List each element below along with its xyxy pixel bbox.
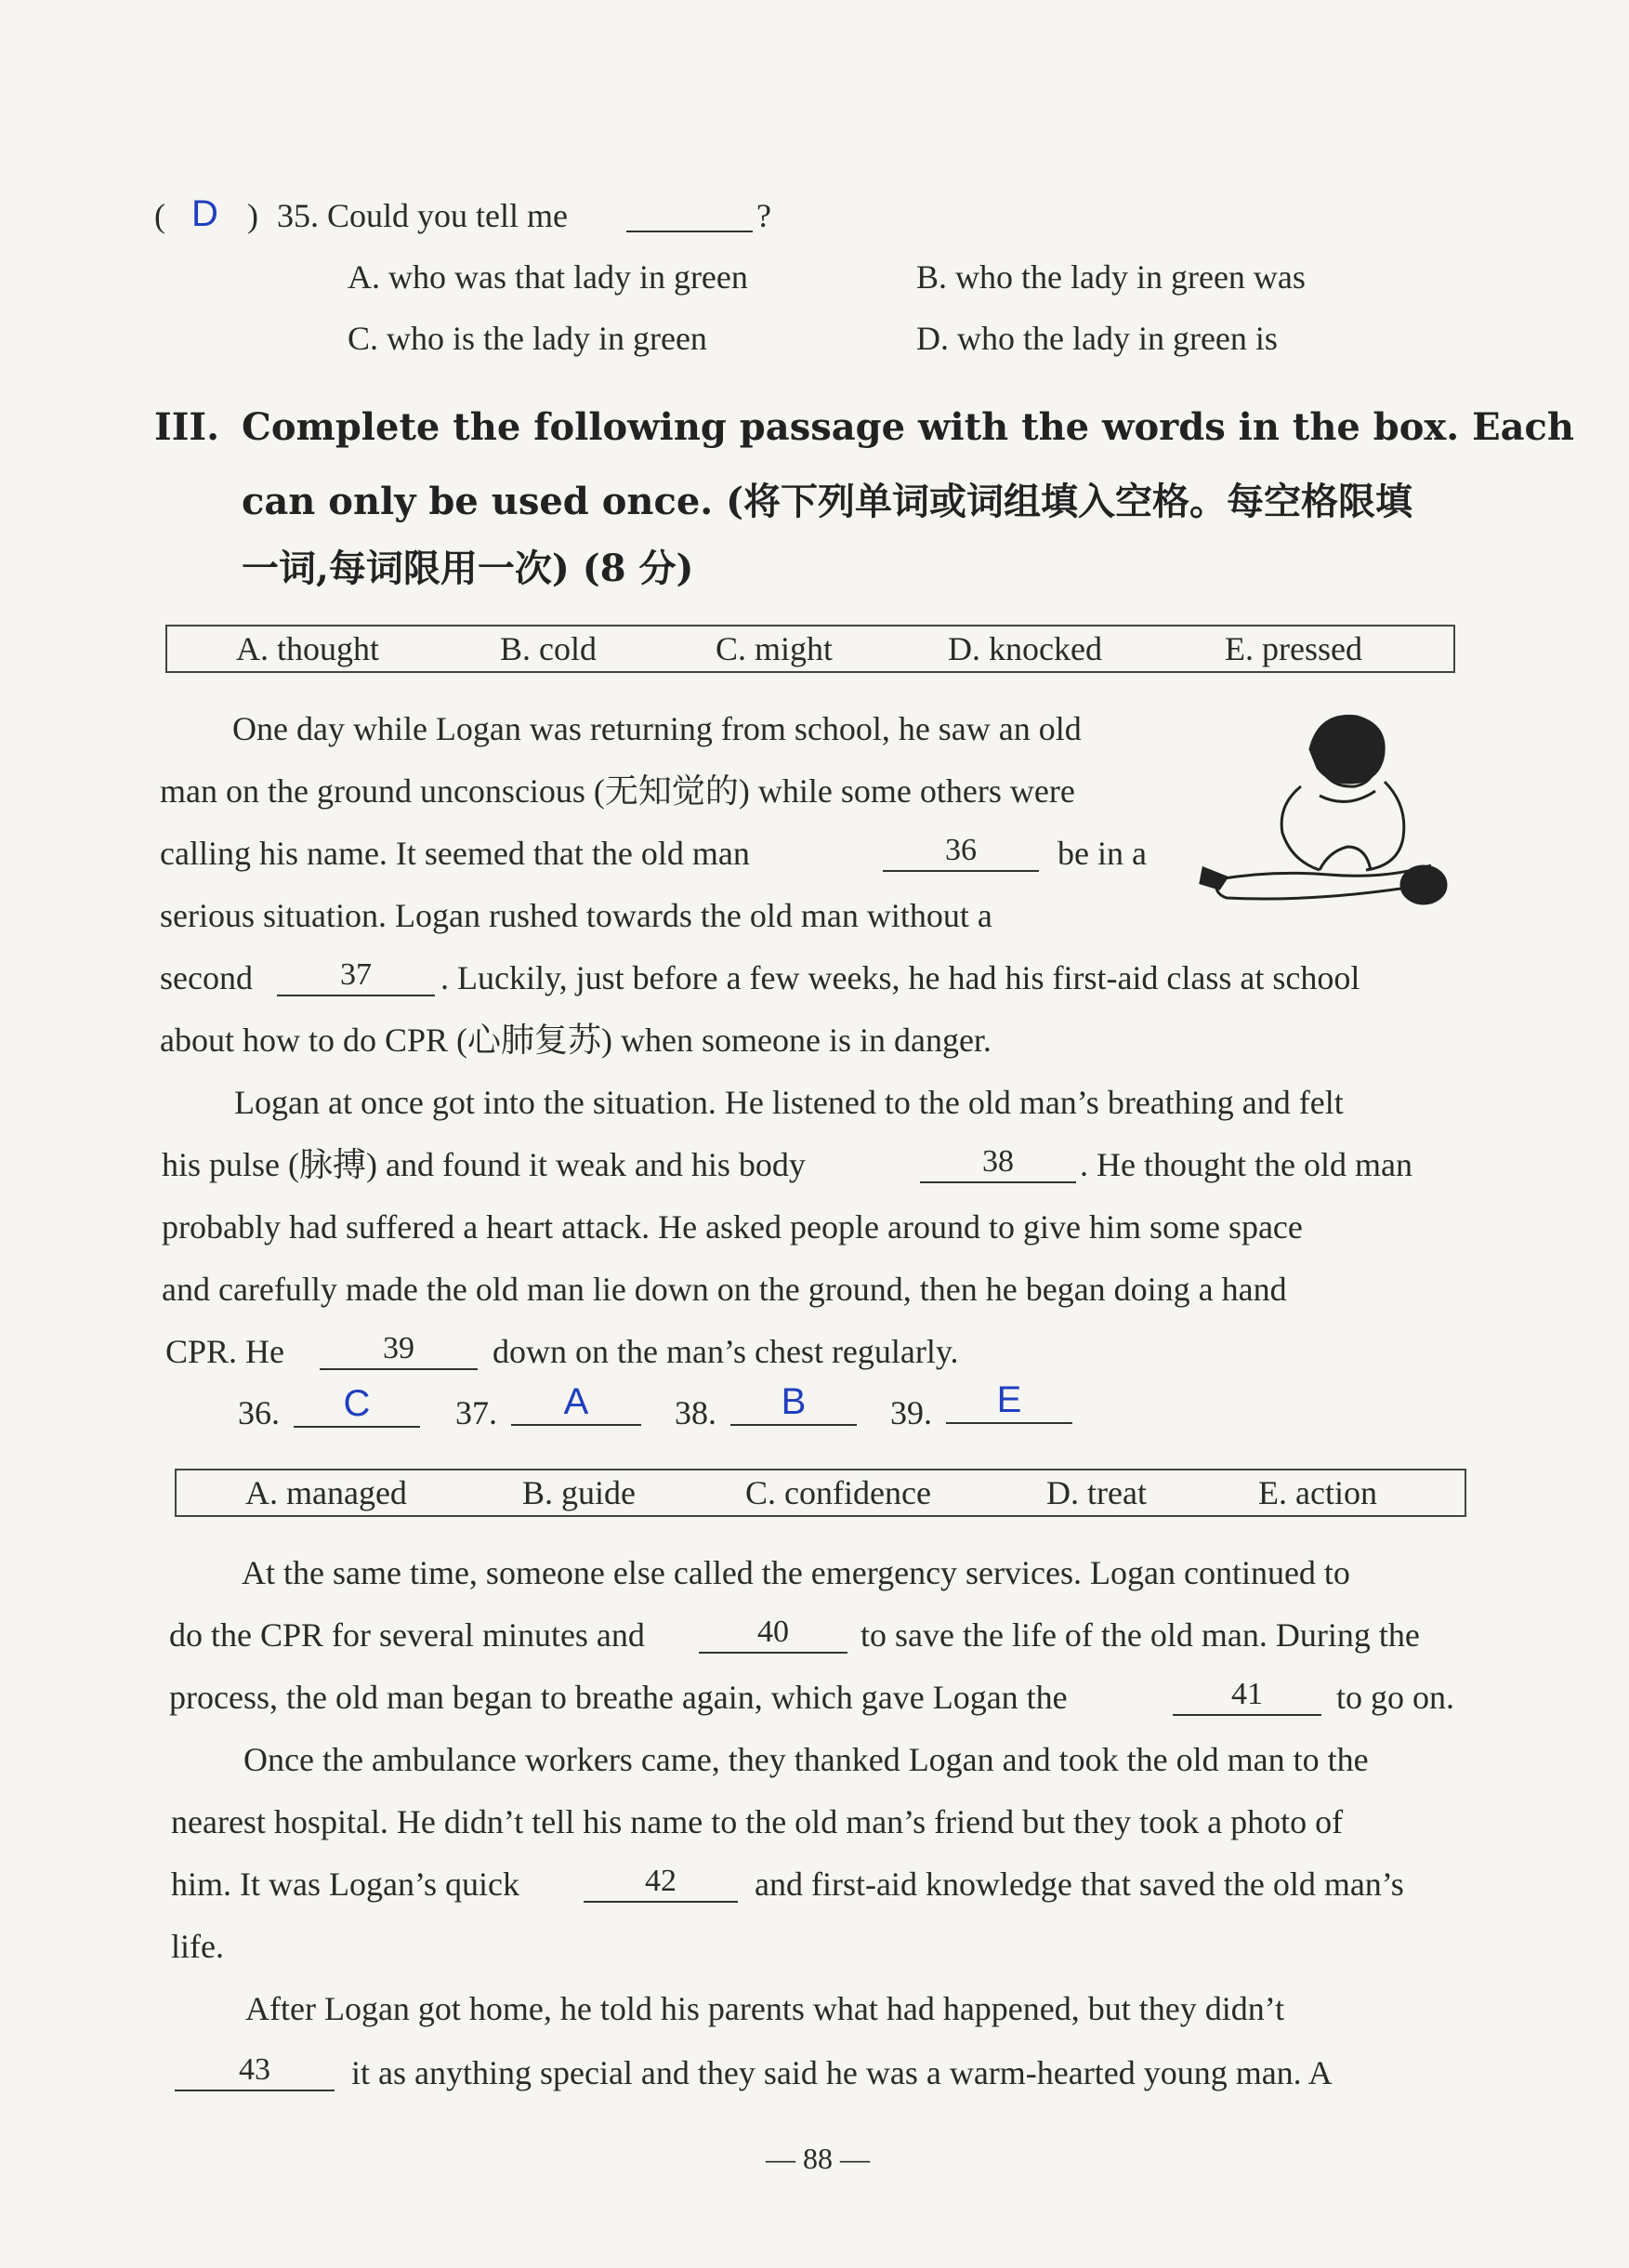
- answer-39-value: E: [996, 1379, 1022, 1420]
- word-box-1: [165, 625, 1455, 673]
- word-box-1-item-e: E. pressed: [1225, 630, 1362, 667]
- para1-line5b: . Luckily, just before a few weeks, he had his first-aid class at school: [440, 959, 1360, 996]
- blank-38-number: 38: [982, 1144, 1014, 1179]
- para3-line2a: do the CPR for several minutes and: [169, 1616, 645, 1654]
- q35-blank: [626, 199, 753, 232]
- para2-line1: Logan at once got into the situation. He listened to the old man’s breathing and felt: [234, 1084, 1344, 1121]
- answer-36-label: 36.: [238, 1394, 280, 1431]
- word-box-2: [175, 1469, 1466, 1517]
- blank-40-number: 40: [757, 1615, 789, 1649]
- blank-42-number: 42: [645, 1864, 677, 1898]
- section3-heading-line1: Complete the following passage with the words in the box. Each: [242, 405, 1574, 449]
- answer-38-value: B: [781, 1381, 807, 1422]
- blank-36-number: 36: [945, 833, 977, 867]
- answer-38-label: 38.: [675, 1394, 716, 1431]
- word-box-1-item-d: D. knocked: [948, 630, 1102, 667]
- word-box-1-item-c: C. might: [716, 630, 834, 667]
- blank-37-number: 37: [340, 957, 372, 992]
- para2-line3: probably had suffered a heart attack. He asked people around to give him some space: [162, 1208, 1303, 1246]
- blank-41: [1173, 1679, 1321, 1716]
- para1-line2: man on the ground unconscious (无知觉的) while some others were: [160, 772, 1075, 810]
- blank-38: [920, 1146, 1076, 1183]
- answer-37-label: 37.: [455, 1394, 497, 1431]
- q35-stem: 35. Could you tell me: [277, 197, 568, 234]
- para3-line2b: to save the life of the old man. During the: [860, 1616, 1420, 1654]
- para3-line3b: to go on.: [1336, 1679, 1455, 1716]
- para1-line3b: be in a: [1058, 835, 1147, 872]
- word-box-2-item-c: C. confidence: [745, 1474, 931, 1511]
- blank-39-number: 39: [383, 1331, 414, 1365]
- answer-37-line: [511, 1383, 641, 1426]
- answer-38-line: [730, 1383, 857, 1426]
- answer-39-line: [946, 1381, 1072, 1424]
- para1-line4: serious situation. Logan rushed towards the old man without a: [160, 897, 992, 934]
- para2-line2a: his pulse (脉搏) and found it weak and his body: [162, 1146, 806, 1183]
- q35-paren-open: (: [154, 197, 165, 234]
- word-box-1-item-b: B. cold: [500, 630, 597, 667]
- blank-43: [175, 2054, 335, 2091]
- q35-option-a: A. who was that lady in green: [348, 258, 748, 296]
- word-box-2-item-b: B. guide: [522, 1474, 636, 1511]
- section3-heading-line3: 一词,每词限用一次) (8 分): [242, 547, 694, 590]
- answer-39-label: 39.: [890, 1394, 932, 1431]
- para4-line3b: and first-aid knowledge that saved the old man’s: [755, 1866, 1404, 1903]
- blank-42: [584, 1866, 738, 1903]
- q35-paren-close: ): [247, 197, 258, 234]
- blank-39: [320, 1333, 478, 1370]
- para1-line6: about how to do CPR (心肺复苏) when someone is in danger.: [160, 1022, 992, 1059]
- answer-37-value: A: [563, 1381, 589, 1422]
- blank-41-number: 41: [1231, 1677, 1263, 1711]
- section3-heading-line2: can only be used once. (将下列单词或词组填入空格。每空格限填: [242, 480, 1413, 523]
- q35-option-d: D. who the lady in green is: [916, 320, 1278, 357]
- para4-line1: Once the ambulance workers came, they thanked Logan and took the old man to the: [243, 1741, 1369, 1778]
- word-box-2-item-d: D. treat: [1046, 1474, 1147, 1511]
- q35-option-b: B. who the lady in green was: [916, 258, 1306, 296]
- section3-number: III.: [154, 405, 220, 449]
- para2-line5b: down on the man’s chest regularly.: [493, 1333, 959, 1370]
- word-box-1-item-a: A. thought: [236, 630, 380, 667]
- blank-36: [883, 835, 1039, 872]
- para4-line2: nearest hospital. He didn’t tell his name to the old man’s friend but they took a photo of: [171, 1803, 1344, 1840]
- blank-40: [699, 1616, 847, 1654]
- para2-line4: and carefully made the old man lie down on the ground, then he began doing a hand: [162, 1271, 1287, 1308]
- para2-line2b: . He thought the old man: [1080, 1146, 1412, 1183]
- q35-question-mark: ?: [756, 197, 771, 234]
- q35-option-c: C. who is the lady in green: [348, 320, 707, 357]
- answer-36-value: C: [343, 1383, 371, 1424]
- para5-line1: After Logan got home, he told his parents what had happened, but they didn’t: [245, 1990, 1285, 2027]
- para2-line5a: CPR. He: [165, 1333, 285, 1370]
- para4-line4: life.: [171, 1928, 224, 1965]
- cpr-illustration: [1199, 703, 1459, 926]
- para1-line1: One day while Logan was returning from school, he saw an old: [232, 710, 1082, 747]
- para3-line1: At the same time, someone else called the emergency services. Logan continued to: [242, 1554, 1350, 1591]
- para1-line5a: second: [160, 959, 253, 996]
- answer-36-line: [294, 1385, 420, 1428]
- para5-line2b: it as anything special and they said he was a warm-hearted young man. A: [351, 2054, 1333, 2091]
- blank-37: [277, 959, 435, 996]
- para1-line3a: calling his name. It seemed that the old man: [160, 835, 750, 872]
- word-box-2-item-a: A. managed: [245, 1474, 407, 1511]
- para3-line3a: process, the old man began to breathe again, which gave Logan the: [169, 1679, 1068, 1716]
- word-box-2-item-e: E. action: [1258, 1474, 1377, 1511]
- page-number: — 88 —: [766, 2142, 870, 2175]
- q35-answer: D: [191, 193, 218, 234]
- para4-line3a: him. It was Logan’s quick: [171, 1866, 519, 1903]
- blank-43-number: 43: [239, 2052, 270, 2087]
